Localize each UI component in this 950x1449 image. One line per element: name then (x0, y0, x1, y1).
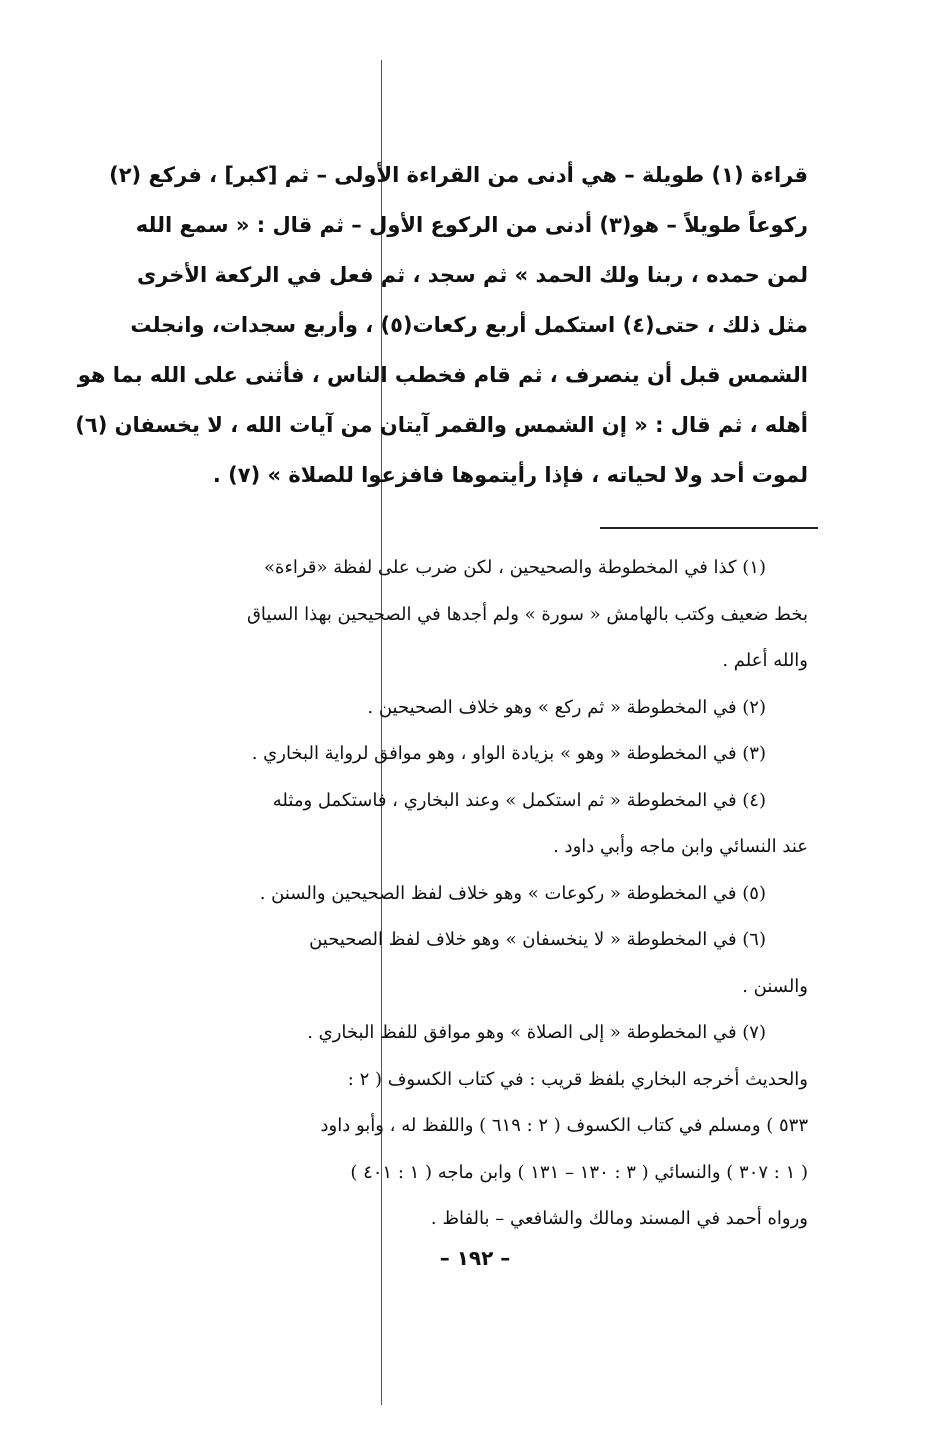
footnote-line: والسنن . (742, 975, 808, 997)
footnote-line: ( ١ : ٣٠٧ ) والنسائي ( ٣ : ١٣٠ – ١٣١ ) وابن ماجه ( ١ : ٤٠١ ) (350, 1161, 808, 1183)
page-number: – ١٩٢ – (439, 1246, 511, 1270)
footnote-line: ٥٣٣ ) ومسلم في كتاب الكسوف ( ٢ : ٦١٩ ) واللفظ له ، وأبو داود (320, 1115, 808, 1136)
main-text-line: الشمس قبل أن ينصرف ، ثم قام فخطب الناس ، فأثنى على الله بما هو (77, 363, 808, 387)
main-text-line: مثل ذلك ، حتى(٤) استكمل أربع ركعات(٥) ، وأربع سجدات، وانجلت (130, 313, 808, 337)
footnote-line: (٧) في المخطوطة « إلى الصلاة » وهو موافق للفظ البخاري . (307, 1022, 766, 1043)
footnote-separator (600, 527, 818, 529)
footnote-line: (١) كذا في المخطوطة والصحيحين ، لكن ضرب على لفظة «قراءة» (264, 557, 766, 578)
main-text-line: لمن حمده ، ربنا ولك الحمد » ثم سجد ، ثم فعل في الركعة الأخرى (136, 263, 808, 287)
footnote-3 (158, 731, 808, 778)
footnote-line: والحديث أخرجه البخاري بلفظ قريب : في كتاب الكسوف ( ٢ : (347, 1068, 808, 1090)
footnote-6 (158, 917, 808, 1010)
footnote-1 (158, 545, 808, 685)
footnotes-block (158, 545, 808, 1243)
footnote-4 (158, 778, 808, 871)
footnote-line: (٤) في المخطوطة « ثم استكمل » وعند البخاري ، فاستكمل ومثله (272, 789, 766, 811)
footnote-line: والله أعلم . (722, 650, 808, 671)
main-text-block (75, 150, 808, 500)
footnote-line: (٥) في المخطوطة « ركوعات » وهو خلاف لفظ الصحيحين والسنن . (259, 882, 766, 904)
main-text-line: قراءة (١) طويلة – هي أدنى من القراءة الأولى – ثم [كبر] ، فركع (٢) (109, 163, 808, 187)
footnote-line: عند النسائي وابن ماجه وأبي داود . (553, 836, 808, 857)
footnote-line: بخط ضعيف وكتب بالهامش « سورة » ولم أجدها في الصحيحين بهذا السياق (246, 603, 808, 625)
main-text-line: ركوعاً طويلاً – هو(٣) أدنى من الركوع الأول – ثم قال : « سمع الله (135, 213, 808, 237)
footnote-line: (٢) في المخطوطة « ثم ركع » وهو خلاف الصحيحين . (367, 696, 766, 718)
footnote-line: (٣) في المخطوطة « وهو » بزيادة الواو ، وهو موافق لرواية البخاري . (251, 743, 766, 764)
footnote-2 (158, 685, 808, 732)
footnote-line: (٦) في المخطوطة « لا ينخسفان » وهو خلاف لفظ الصحيحين (309, 929, 766, 950)
main-text-line: لموت أحد ولا لحياته ، فإذا رأيتموها فافزعوا للصلاة » (٧) . (212, 463, 808, 487)
footnote-line: ورواه أحمد في المسند ومالك والشافعي – بالفاظ . (430, 1208, 808, 1229)
footnote-5 (158, 871, 808, 918)
footnote-7 (158, 1010, 808, 1243)
main-text-line: أهله ، ثم قال : « إن الشمس والقمر آيتان من آيات الله ، لا يخسفان (٦) (75, 413, 808, 437)
